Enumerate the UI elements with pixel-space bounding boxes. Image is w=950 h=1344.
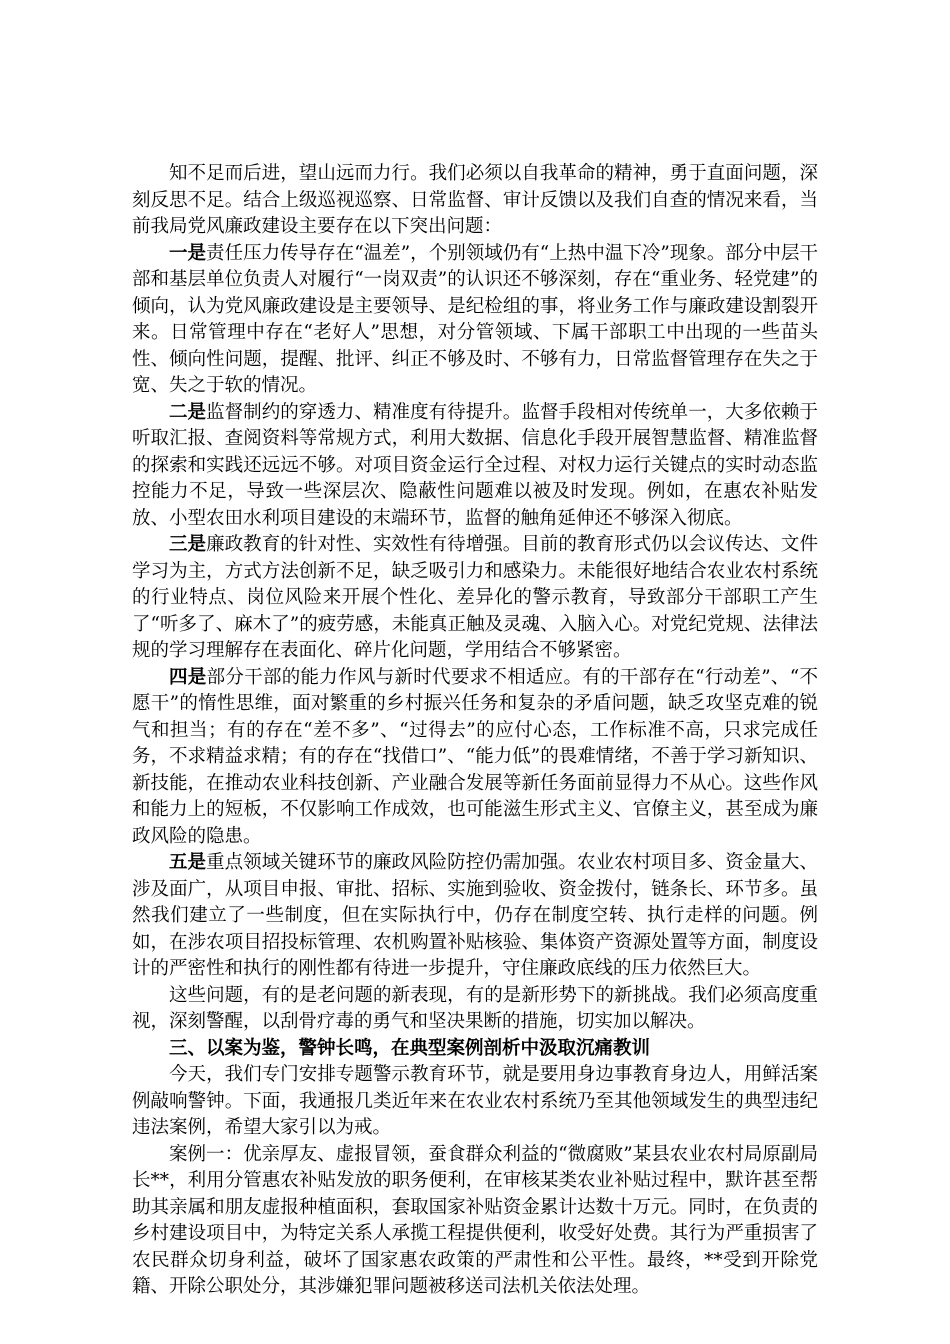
paragraph-text: 重点领域关键环节的廉政风险防控仍需加强。农业农村项目多、资金量大、涉及面广，从项目申报、审批、招标、实施到验收、资金拨付，链条长、环节多。虽然我们建立了一些制度，但在实际执行中，仍存在制度空转、执行走样的问题。例如，在涉农项目招投标管理、农机购置补贴核验、集体资产资源处置等方面，制度设计的严密性和执行的刚性都有待进一步提升，守住廉政底线的压力依然巨大。 [132,852,818,979]
paragraph-lead: 二是 [169,401,207,423]
section-heading: 三、以案为鉴，警钟长鸣，在典型案例剖析中汲取沉痛教训 [169,1037,651,1059]
paragraph-text: 知不足而后进，望山远而力行。我们必须以自我革命的精神，勇于直面问题，深刻反思不足。结合上级巡视巡察、日常监督、审计反馈以及我们自查的情况来看，当前我局党风廉政建设主要存在以下突出问题： [132,163,818,237]
paragraph-text: 这些问题，有的是老问题的新表现，有的是新形势下的新挑战。我们必须高度重视，深刻警醒，以刮骨疗毒的勇气和坚决果断的措施，切实加以解决。 [132,984,818,1032]
paragraph-lead: 四是 [169,666,207,688]
problem-paragraph-2 [132,400,818,533]
intro-paragraph [132,161,818,241]
paragraph-lead: 五是 [169,852,207,873]
paragraph-text: 今天，我们专门安排专题警示教育环节，就是要用身边事教育身边人，用鲜活案例敲响警钟。下面，我通报几类近年来在农业农村系统乃至其他领域发生的典型违纪违法案例，希望大家引以为戒。 [132,1064,818,1138]
problem-paragraph-1 [132,241,818,400]
warning-intro-paragraph [132,1062,818,1142]
problem-paragraph-5 [132,850,818,983]
problem-paragraph-4 [132,665,818,851]
paragraph-lead: 三是 [169,534,207,555]
paragraph-text: 监督制约的穿透力、精准度有待提升。监督手段相对传统单一，大多依赖于听取汇报、查阅资料等常规方式，利用大数据、信息化手段开展智慧监督、精准监督的探索和实践还远远不够。对项目资金运行全过程、对权力运行关键点的实时动态监控能力不足，导致一些深层次、隐蔽性问题难以被及时发现。例如，在惠农补贴发放、小型农田水利项目建设的末端环节，监督的触角延伸还不够深入彻底。 [132,401,818,529]
problem-paragraph-3 [132,532,818,665]
paragraph-text: 责任压力传导存在“温差”，个别领域仍有“上热中温下冷”现象。部分中层干部和基层单位负责人对履行“一岗双责”的认识还不够深刻，存在“重业务、轻党建”的倾向，认为党风廉政建设是主要领导、是纪检组的事，将业务工作与廉政建设割裂开来。日常管理中存在“老好人”思想，对分管领域、下属干部职工中出现的一些苗头性、倾向性问题，提醒、批评、纠正不够及时、不够有力，日常监督管理存在失之于宽、失之于软的情况。 [132,242,818,396]
paragraph-lead: 一是 [169,242,207,264]
case-one-paragraph [132,1142,818,1301]
paragraph-text: 部分干部的能力作风与新时代要求不相适应。有的干部存在“行动差”、“不愿干”的惰性思维，面对繁重的乡村振兴任务和复杂的矛盾问题，缺乏攻坚克难的锐气和担当；有的存在“差不多”、“过得去”的应付心态，工作标准不高，只求完成任务，不求精益求精；有的存在“找借口”、“能力低”的畏难情绪，不善于学习新知识、新技能，在推动农业科技创新、产业融合发展等新任务面前显得力不从心。这些作风和能力上的短板，不仅影响工作成效，也可能滋生形式主义、官僚主义，甚至成为廉政风险的隐患。 [132,666,818,847]
summary-paragraph [132,983,818,1036]
paragraph-text: 案例一：优亲厚友、虚报冒领，蚕食群众利益的“微腐败”某县农业农村局原副局长**，利用分管惠农补贴发放的职务便利，在审核某类农业补贴过程中，默许甚至帮助其亲属和朋友虚报种植面积，套取国家补贴资金累计达数十万元。同时，在负责的乡村建设项目中，为特定关系人承揽工程提供便利，收受好处费。其行为严重损害了农民群众切身利益，破坏了国家惠农政策的严肃性和公平性。最终，**受到开除党籍、开除公职处分，其涉嫌犯罪问题被移送司法机关依法处理。 [132,1143,818,1297]
paragraph-text: 廉政教育的针对性、实效性有待增强。目前的教育形式仍以会议传达、文件学习为主，方式方法创新不足，缺乏吸引力和感染力。未能很好地结合农业农村系统的行业特点、岗位风险来开展个性化、差异化的警示教育，导致部分干部职工产生了“听多了、麻木了”的疲劳感，未能真正触及灵魂、入脑入心。对党纪党规、法律法规的学习理解存在表面化、碎片化问题，学用结合不够紧密。 [132,534,818,661]
